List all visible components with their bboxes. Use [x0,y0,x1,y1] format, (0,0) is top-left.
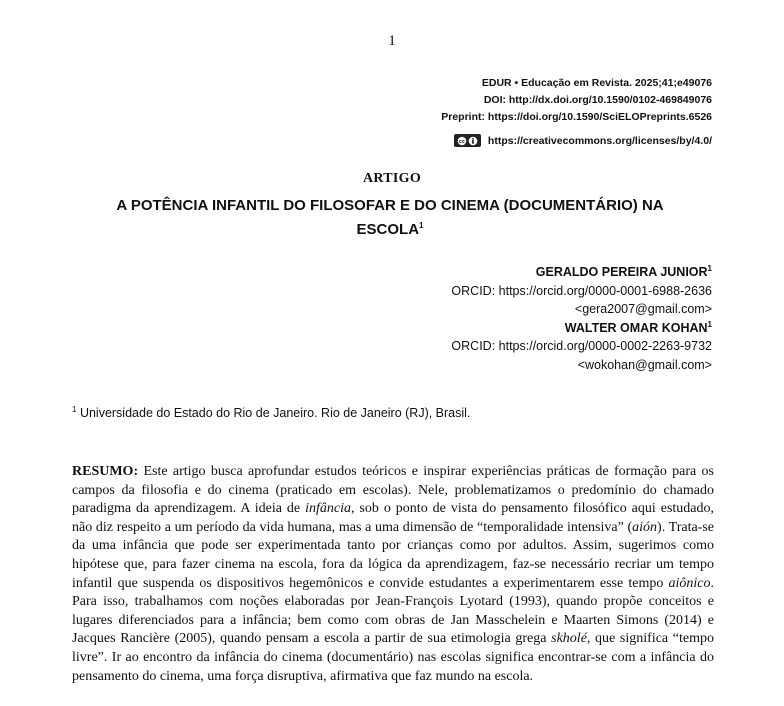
author-email[interactable]: <gera2007@gmail.com> [574,302,712,316]
abstract-emphasis: skholé [551,631,587,647]
creative-commons-by-icon [454,134,481,147]
abstract-emphasis: aiônico [668,575,711,591]
abstract-text: , que significa “tempo livre”. Ir ao encontro da infância do cinema (documentário) nas escolas significa encontrar-se com a infância do pensamento do cinema, uma força disruptiva, afirmativa que faz mundo na escola. [72,631,714,684]
author-name: GERALDO PEREIRA JUNIOR$^1$ [535,263,712,279]
affiliation-text: Universidade do Estado do Rio de Janeiro. Rio de Janeiro (RJ), Brasil. [79,406,471,420]
abstract-text: . Para isso, trabalhamos com noções elaboradas por Jean-François Lyotard (1993), quando propõe conceitos e lugares diferenciados para a infância; bem como com obras de Jan Masschelein e Maarten Simons (2014) e Jacques Rancière (2005), quando pensam a escola a partir de sua etimologia grega [72,575,714,647]
author-orcid[interactable]: ORCID: https://orcid.org/0000-0002-2263-9732 [451,339,712,353]
license-url[interactable]: https://creativecommons.org/licenses/by/4.0/ [487,134,712,147]
title-footnote-mark: 1 [419,221,424,230]
journal-doi: DOI: http://dx.doi.org/10.1590/0102-469849076 [483,94,712,106]
license-line [454,134,712,147]
authors-block [451,263,712,374]
author-orcid[interactable]: ORCID: https://orcid.org/0000-0001-6988-2636 [451,283,712,298]
article-title-text: A POTÊNCIA INFANTIL DO FILOSOFAR E DO CINEMA (DOCUMENTÁRIO) NA ESCOLA [116,197,664,238]
article-title [90,194,690,242]
author-email[interactable]: <wokohan@gmail.com> [577,357,712,372]
abstract-emphasis: aión [632,519,658,535]
author-footnote-mark: 1 [707,319,712,329]
author-footnote-mark: 1 [707,263,712,273]
page-number: 1 [388,33,396,49]
affiliation-note [72,406,470,420]
abstract-text: , sob o ponto de vista do pensamento filosófico aqui estudado, não diz respeito a um período da vida humana, mas a uma dimensão de “temporalidade intensiva” ( [72,501,714,535]
abstract-label: RESUMO: [72,464,139,479]
svg-text:cc: cc [458,138,465,145]
journal-citation: EDUR • Educação em Revista. 2025;41;e49076 [481,77,712,89]
abstract-text: ). Trata-se da uma infância que pode ser experimentada tanto por crianças como por adultos. Assim, sugerimos como hipótese que, para fazer cinema na escola, fora da lógica da aprendizagem, faz-se necessário recriar um tempo infantil que suspenda os dispositivos hegemônicos e convide estudantes a experimentarem esse tempo [72,519,714,591]
abstract [72,463,714,686]
abstract-emphasis: infância [305,501,351,517]
journal-preprint: Preprint: https://doi.org/10.1590/SciELOPreprints.6526 [441,111,712,123]
affiliation-mark: 1 [72,404,77,414]
journal-metadata [441,75,712,126]
abstract-text: Este artigo busca aprofundar estudos teóricos e inspirar experiências práticas de formação para os campos da filosofia e do cinema (praticado em escolas). Nele, problematizamos o predomínio do chamado paradigma da aprendizagem. A ideia de [72,464,714,517]
article-type: ARTIGO [362,171,422,186]
author-name: WALTER OMAR KOHAN$^1$ [564,319,712,335]
